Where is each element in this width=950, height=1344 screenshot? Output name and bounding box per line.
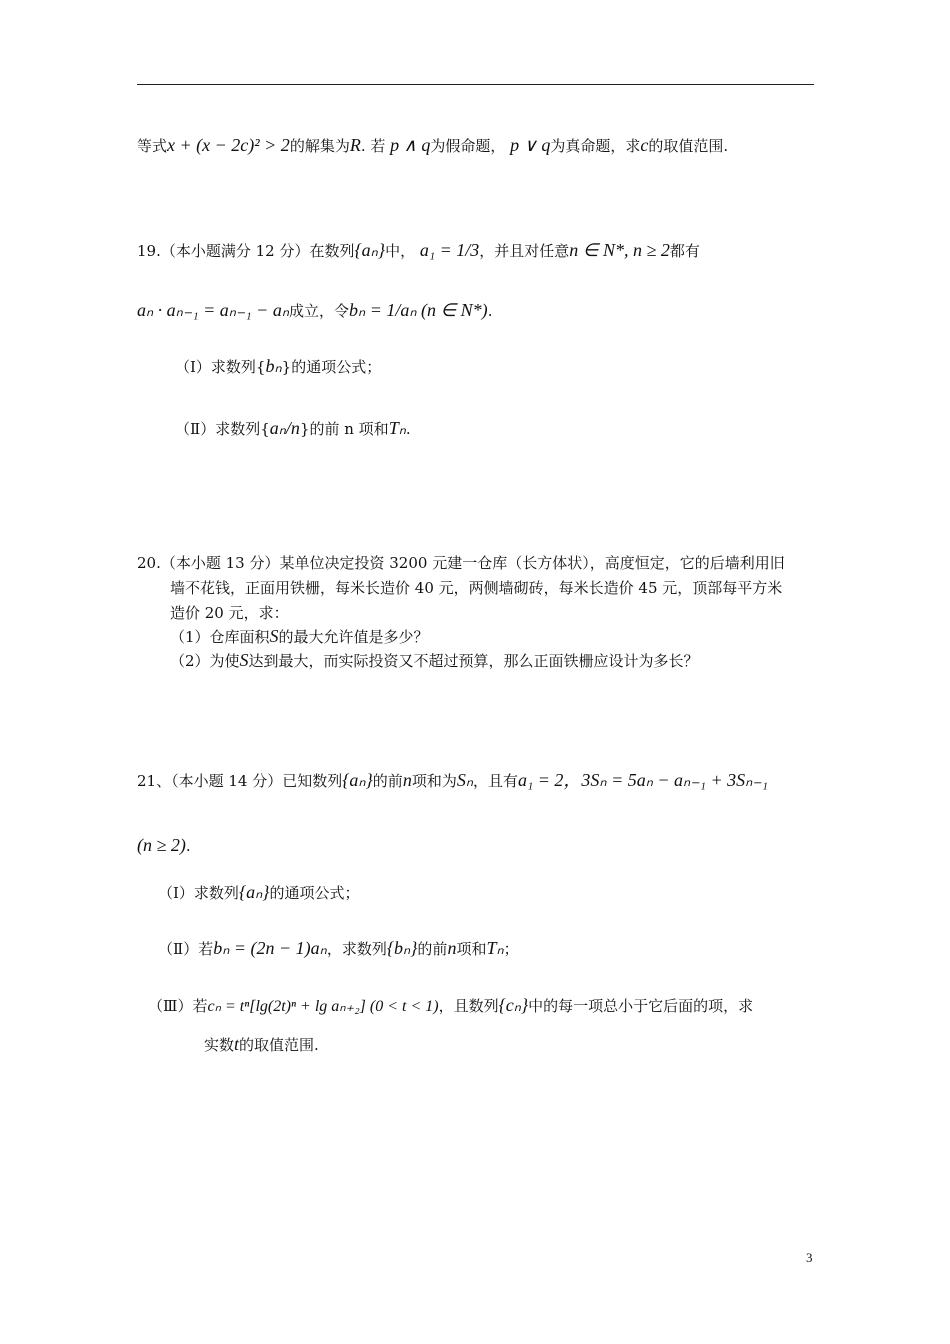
- problem-20-q1: （1）仓库面积S的最大允许值是多少？: [170, 626, 429, 646]
- problem-18-line: 等式x + (x − 2c)² > 2的解集为R. 若 p ∧ q为假命题， p ∨ q为真命题，求c的取值范围.: [137, 135, 729, 155]
- problem-19-q1: （Ⅰ）求数列{bₙ}的通项公式；: [175, 356, 382, 376]
- problem-19-line2: aₙ · aₙ₋₁ = aₙ₋₁ − aₙ成立，令bₙ = 1/aₙ (n ∈ N*).: [137, 300, 493, 320]
- problem-20-line1: 20.（本小题 13 分）某单位决定投资 3200 元建一仓库（长方体状），高度恒定，它的后墙利用旧: [137, 554, 785, 572]
- problem-21-q1: （Ⅰ）求数列{aₙ}的通项公式；: [158, 882, 360, 902]
- problem-21-q3: （Ⅲ）若cₙ = tⁿ[lg(2t)ⁿ + lg aₙ₊₂] (0 < t < 1)，且数列{cₙ}中的每一项总小于它后面的项，求: [148, 995, 754, 1015]
- problem-21-q3-line2: 实数t的取值范围.: [204, 1034, 319, 1054]
- problem-20-q2: （2）为使S达到最大，而实际投资又不超过预算，那么正面铁栅应设计为多长？: [170, 650, 699, 670]
- problem-21-line2: (n ≥ 2).: [137, 835, 191, 855]
- problem-19-q2: （Ⅱ）求数列{aₙ/n}的前 n 项和Tₙ.: [175, 418, 411, 438]
- problem-19-line1: 19.（本小题满分 12 分）在数列{aₙ}中， a₁ = 1/3，并且对任意n ∈ N*, n ≥ 2都有: [137, 240, 700, 260]
- problem-21-q2: （Ⅱ）若bₙ = (2n − 1)aₙ，求数列{bₙ}的前n项和Tₙ；: [158, 938, 519, 958]
- problem-20-line2: 墙不花钱，正面用铁栅，每米长造价 40 元，两侧墙砌砖，每米长造价 45 元，顶部每平方米: [170, 579, 783, 597]
- header-rule: [137, 84, 814, 85]
- problem-21-line1: 21、（本小题 14 分）已知数列{aₙ}的前n项和为Sₙ，且有a₁ = 2，3Sₙ = 5aₙ − aₙ₋₁ + 3Sₙ₋₁: [137, 770, 769, 790]
- page-number: 3: [806, 1250, 813, 1265]
- problem-20-line3: 造价 20 元，求：: [170, 604, 289, 622]
